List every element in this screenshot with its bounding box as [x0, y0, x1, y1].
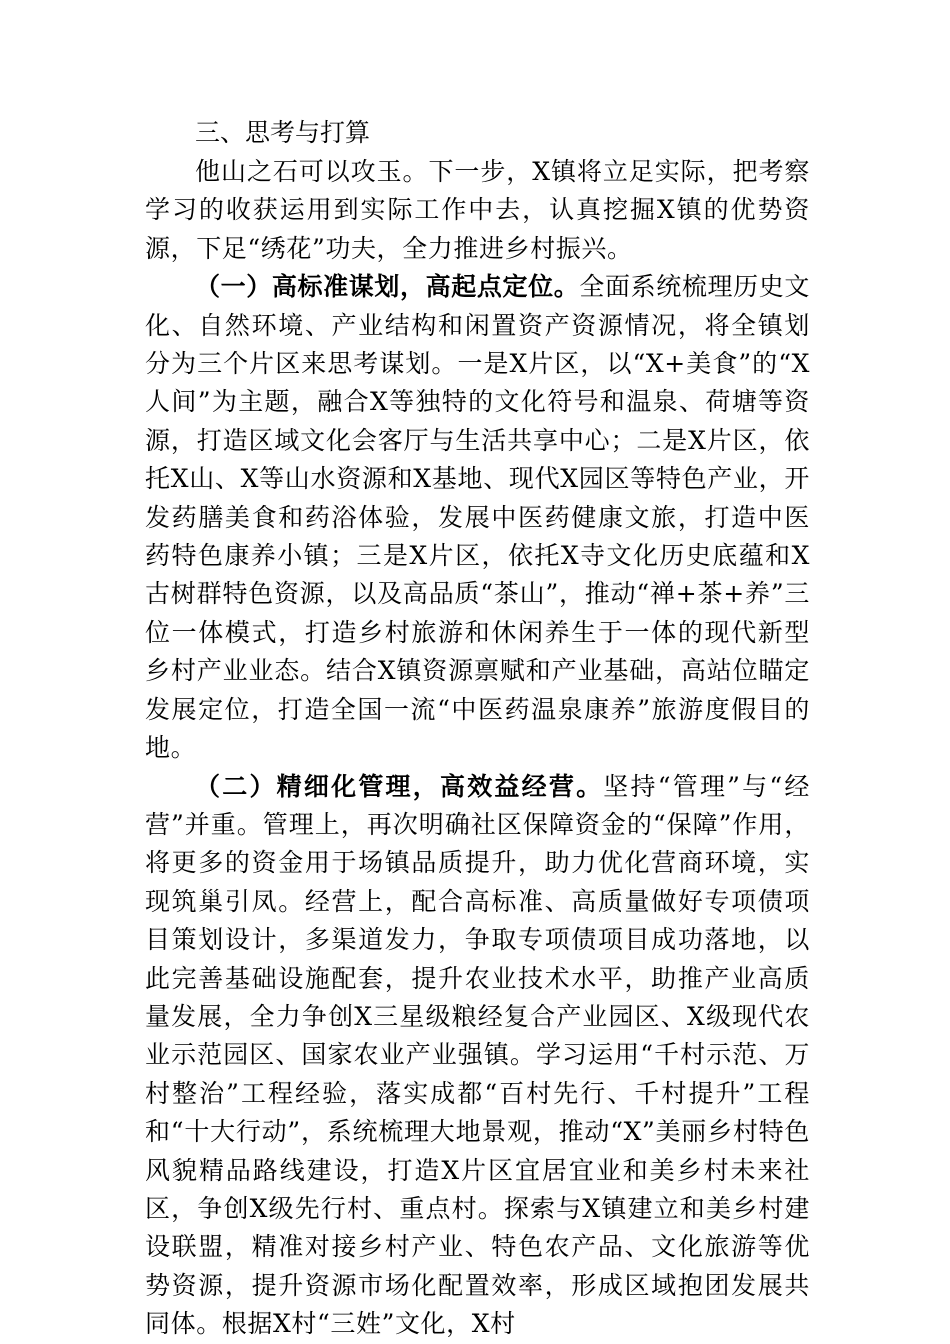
section-1-lead: （一）高标准谋划，高起点定位。 [195, 272, 580, 302]
section-2-paragraph [145, 768, 810, 1344]
document-page [145, 113, 810, 1344]
section-2-body: 坚持“管理”与“经营”并重。管理上，再次明确社区保障资金的“保障”作用，将更多的资金用于场镇品质提升，助力优化营商环境，实现筑巢引凤。经营上，配合高标准、高质量做好专项债项目策划设计，多渠道发力，争取专项债项目成功落地，以此完善基础设施配套，提升农业技术水平，助推产业高质量发展，全力争创X三星级粮经复合产业园区、X级现代农业示范园区、国家农业产业强镇。学习运用“千村示范、万村整治”工程经验，落实成都“百村先行、千村提升”工程和“十大行动”，系统梳理大地景观，推动“X”美丽乡村特色风貌精品路线建设，打造X片区宜居宜业和美乡村未来社区，争创X级先行村、重点村。探索与X镇建立和美乡村建设联盟，精准对接乡村产业、特色农产品、文化旅游等优势资源，提升资源市场化配置效率，形成区域抱团发展共同体。根据X村“三姓”文化，X村 [145, 771, 810, 1339]
section-1-body: 全面系统梳理历史文化、自然环境、产业结构和闲置资产资源情况，将全镇划分为三个片区来思考谋划。一是X片区，以“X+美食”的“X人间”为主题，融合X等独特的文化符号和温泉、荷塘等资源，打造区域文化会客厅与生活共享中心；二是X片区，依托X山、X等山水资源和X基地、现代X园区等特色产业，开发药膳美食和药浴体验，发展中医药健康文旅，打造中医药特色康养小镇；三是X片区，依托X寺文化历史底蕴和X古树群特色资源，以及高品质“茶山”，推动“禅+茶+养”三位一体模式，打造乡村旅游和休闲养生于一体的现代新型乡村产业业态。结合X镇资源禀赋和产业基础，高站位瞄定发展定位，打造全国一流“中医药温泉康养”旅游度假目的地。 [145, 272, 810, 763]
section-1-paragraph [145, 268, 810, 767]
section-heading: 三、思考与打算 [195, 118, 371, 147]
section-2-lead: （二）精细化管理，高效益经营。 [195, 771, 604, 801]
intro-paragraph: 他山之石可以攻玉。下一步，X镇将立足实际，把考察学习的收获运用到实际工作中去，认真挖掘X镇的优势资源，下足“绣花”功夫，全力推进乡村振兴。 [145, 157, 810, 263]
